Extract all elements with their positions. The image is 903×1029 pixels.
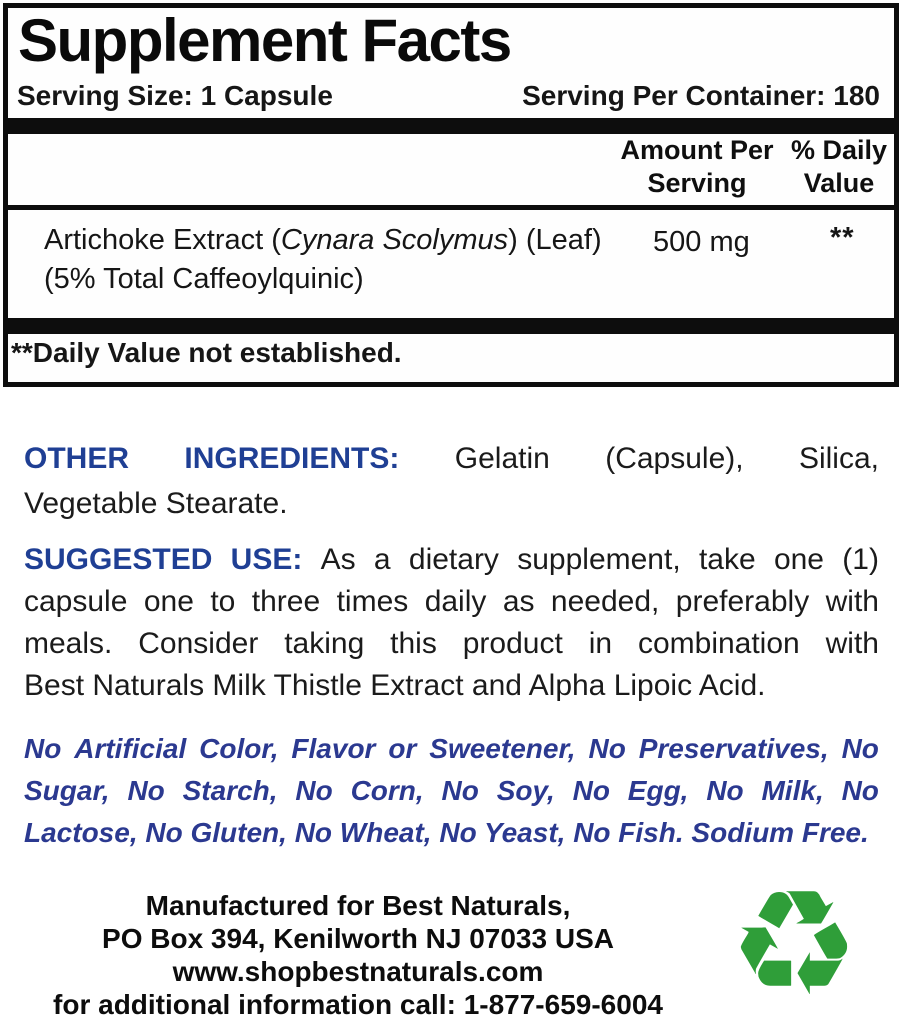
- ingredient-amount: 500 mg: [653, 226, 750, 258]
- manufacturer-line2: PO Box 394, Kenilworth NJ 07033 USA: [102, 923, 614, 954]
- website-url: www.shopbestnaturals.com: [172, 956, 544, 987]
- manufacturer-line1: Manufactured for Best Naturals,: [145, 890, 571, 921]
- dv-header-line1: % Daily: [790, 135, 888, 165]
- ingredient-name-prefix: Artichoke Extract (: [44, 224, 281, 256]
- thick-divider-bar-bottom: [8, 318, 894, 334]
- amount-per-serving-header: [602, 134, 792, 200]
- ingredient-name: [44, 221, 602, 299]
- panel-title: Supplement Facts: [18, 7, 511, 74]
- ingredient-name-line2: (5% Total Caffeoylquinic): [44, 263, 364, 295]
- text-line: No Artificial Color, Flavor or Sweetener, No Preservatives, No: [24, 733, 879, 764]
- recycle-icon: ♻: [728, 859, 860, 1029]
- text-line: Sugar, No Starch, No Corn, No Soy, No Egg, No Milk, No: [24, 775, 879, 806]
- text-line: Best Naturals Milk Thistle Extract and Alpha Lipoic Acid.: [24, 669, 766, 702]
- serving-size: Serving Size: 1 Capsule: [17, 80, 333, 111]
- other-ingredients-paragraph: [24, 436, 879, 526]
- text-line: Vegetable Stearate.: [24, 487, 288, 520]
- servings-per-container: Serving Per Container: 180: [522, 80, 880, 111]
- text-line: Lactose, No Gluten, No Wheat, No Yeast, No Fish. Sodium Free.: [24, 817, 869, 848]
- daily-value-footnote: **Daily Value not established.: [11, 337, 402, 368]
- text-line: capsule one to three times daily as needed, preferably with: [24, 585, 879, 618]
- ingredient-name-latin: Cynara Scolymus: [280, 224, 509, 256]
- thick-divider-bar-top: [8, 118, 894, 134]
- supplement-facts-panel: [3, 3, 899, 387]
- suggested-use-paragraph: [24, 539, 879, 707]
- amount-header-line1: Amount Per: [620, 135, 774, 165]
- ingredient-daily-value: **: [830, 222, 855, 254]
- amount-header-line2: Serving: [647, 168, 747, 198]
- text-line: SUGGESTED USE: As a dietary supplement, take one (1): [24, 543, 879, 576]
- dv-header-line2: Value: [803, 168, 875, 198]
- claims-paragraph: [24, 728, 879, 854]
- ingredient-name-suffix: ) (Leaf): [508, 224, 602, 256]
- text-line: meals. Consider taking this product in combination with: [24, 627, 879, 660]
- daily-value-header: [786, 134, 892, 200]
- text-line: OTHER INGREDIENTS: Gelatin (Capsule), Silica,: [24, 442, 879, 475]
- thin-divider-rule: [8, 205, 894, 210]
- phone-info-line: for additional information call: 1-877-659-6004: [53, 989, 663, 1020]
- manufacturer-info: [8, 889, 708, 1021]
